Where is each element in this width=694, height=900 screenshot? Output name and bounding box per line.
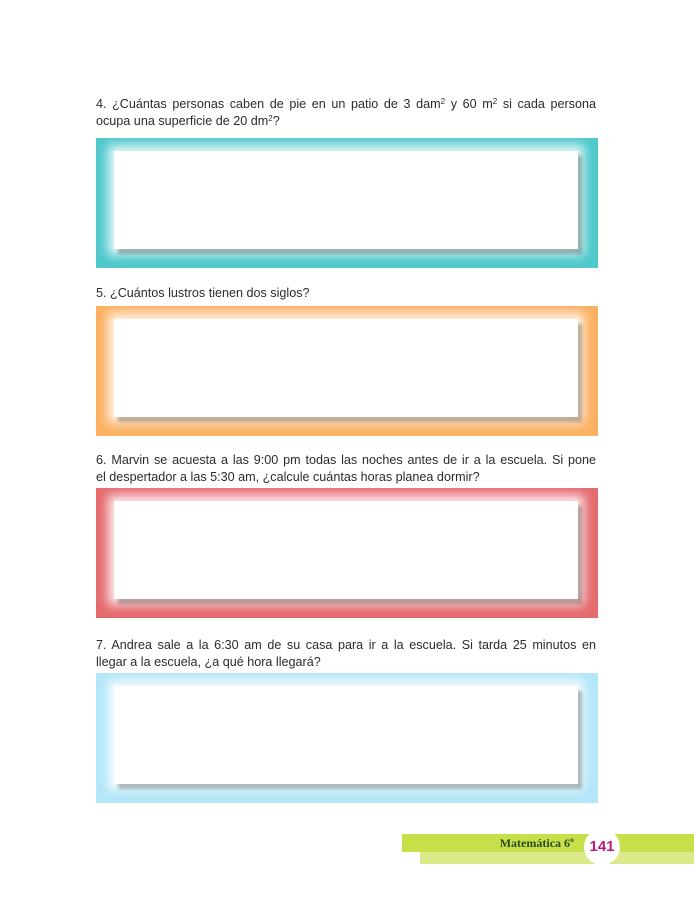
- answer-area-7[interactable]: [114, 686, 578, 784]
- footer-band-light: [420, 852, 694, 864]
- question-6: [96, 452, 596, 486]
- answer-box-4: [96, 138, 598, 268]
- answer-area-6[interactable]: [114, 501, 578, 599]
- question-7-line-2: llegar a la escuela, ¿a qué hora llegará?: [96, 655, 321, 669]
- page-number: 141: [584, 829, 620, 865]
- question-4: [96, 96, 596, 130]
- page-footer: [402, 834, 694, 864]
- answer-area-4[interactable]: [114, 151, 578, 249]
- question-5-line-1: 5. ¿Cuántos lustros tienen dos siglos?: [96, 286, 310, 300]
- answer-box-6: [96, 488, 598, 618]
- question-7-line-1: 7. Andrea sale a la 6:30 am de su casa para ir a la escuela. Si tarda 25 minutos en: [96, 638, 596, 652]
- question-5: [96, 285, 596, 302]
- answer-box-7: [96, 673, 598, 803]
- question-4-line-1: 4. ¿Cuántas personas caben de pie en un patio de 3 dam$^2$ y 60 $m^2$ si cada persona: [96, 97, 596, 111]
- answer-box-5: [96, 306, 598, 436]
- question-7: [96, 637, 596, 671]
- question-6-line-1: 6. Marvin se acuesta a las 9:00 pm todas las noches antes de ir a la escuela. Si pone: [96, 453, 596, 467]
- answer-area-5[interactable]: [114, 319, 578, 417]
- question-6-line-2: el despertador a las 5:30 am, ¿calcule cuántas horas planea dormir?: [96, 470, 480, 484]
- question-4-line-2: ocupa una superficie de 20 $dm^2$?: [96, 114, 280, 128]
- book-title: Matemática 6º: [499, 836, 574, 850]
